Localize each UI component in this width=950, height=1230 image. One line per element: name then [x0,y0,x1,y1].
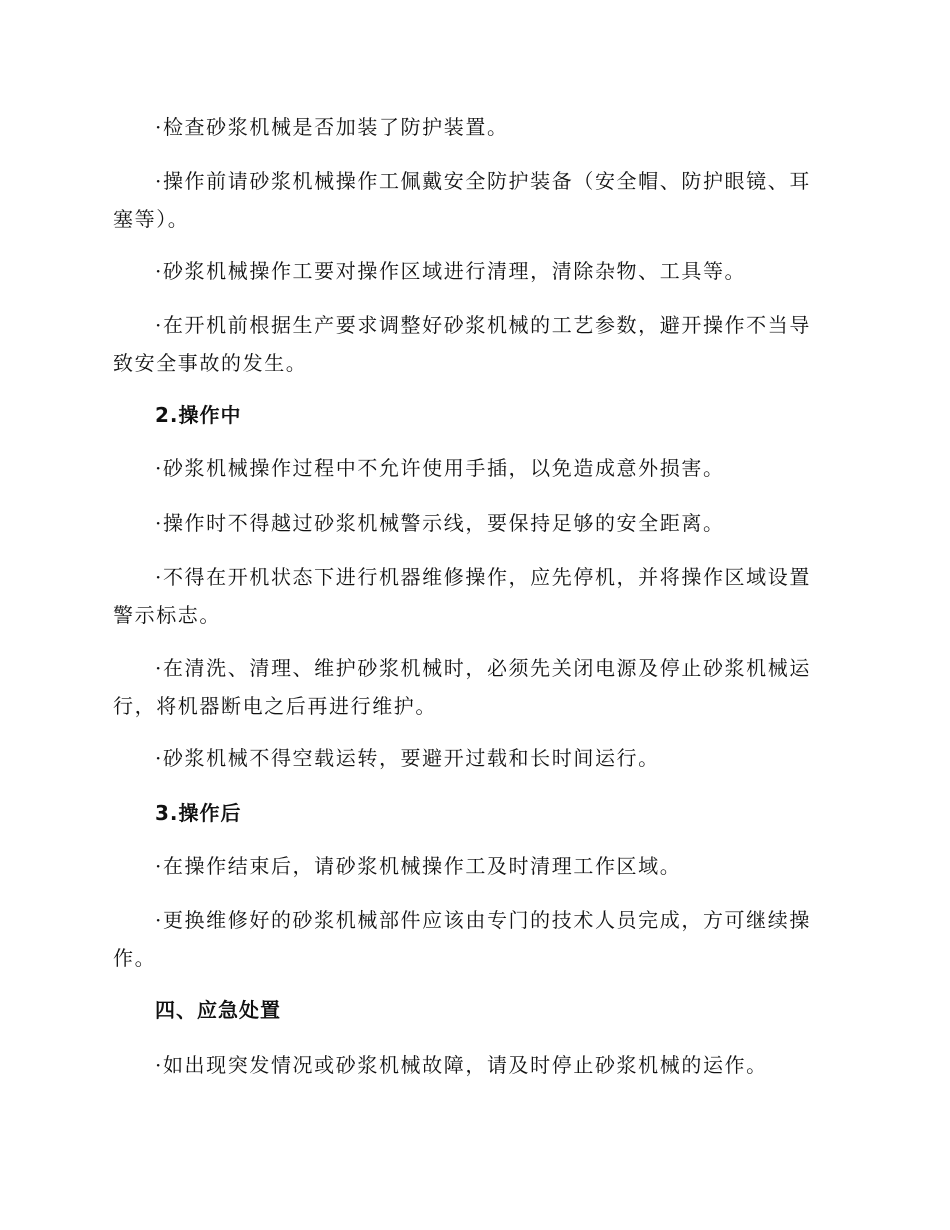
after-item-1: ·在操作结束后，请砂浆机械操作工及时清理工作区域。 [155,854,682,878]
pre-item-3: ·砂浆机械操作工要对操作区域进行清理，清除杂物、工具等。 [155,259,747,283]
heading-emergency: 四、应急处置 [155,998,281,1022]
emergency-item-1: ·如出现突发情况或砂浆机械故障，请及时停止砂浆机械的运作。 [155,1053,768,1077]
after-item-2: ·更换维修好的砂浆机械部件应该由专门的技术人员完成，方可继续操作。 [113,908,811,970]
pre-item-1: ·检查砂浆机械是否加装了防护装置。 [155,115,509,139]
heading-during-operation: 2.操作中 [155,403,242,427]
pre-item-2: ·操作前请砂浆机械操作工佩戴安全防护装备（安全帽、防护眼镜、耳塞等）。 [113,169,811,231]
during-item-2: ·操作时不得越过砂浆机械警示线，要保持足够的安全距离。 [155,511,725,535]
pre-item-4: ·在开机前根据生产要求调整好砂浆机械的工艺参数，避开操作不当导致安全事故的发生。 [113,313,811,375]
during-item-5: ·砂浆机械不得空载运转，要避开过载和长时间运行。 [155,746,660,770]
during-item-4: ·在清洗、清理、维护砂浆机械时，必须先关闭电源及停止砂浆机械运行，将机器断电之后再进行维护。 [113,656,811,718]
during-item-3: ·不得在开机状态下进行机器维修操作，应先停机，并将操作区域设置警示标志。 [113,565,811,627]
heading-after-operation: 3.操作后 [155,801,242,825]
during-item-1: ·砂浆机械操作过程中不允许使用手插，以免造成意外损害。 [155,456,725,480]
